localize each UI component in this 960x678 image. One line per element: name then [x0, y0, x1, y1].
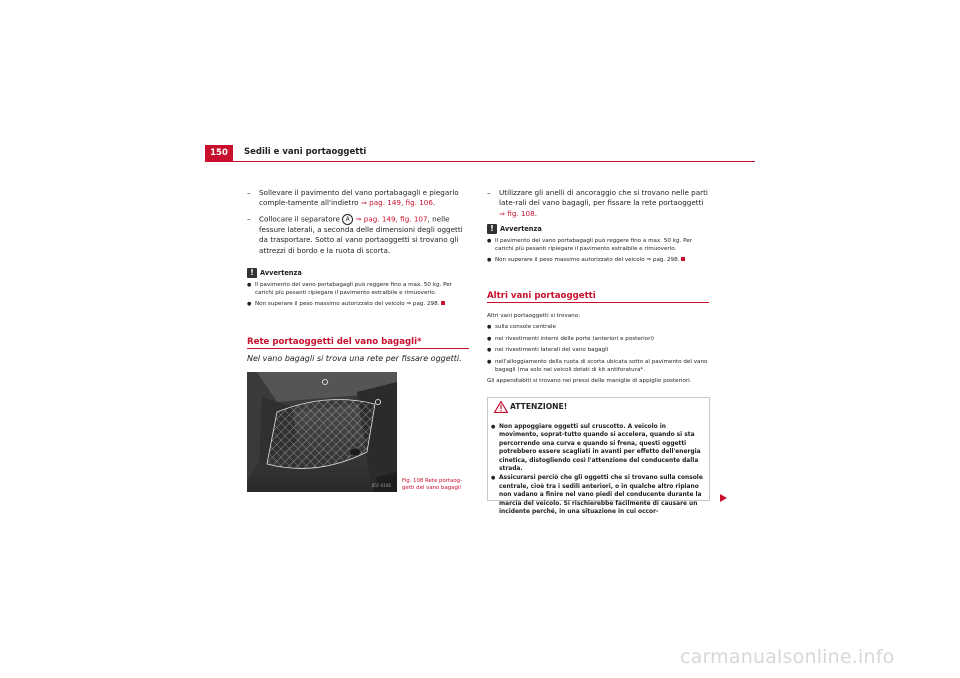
section-subtitle: Nel vano bagagli si trova una rete per fissare oggetti.: [247, 354, 462, 363]
info-note-icon: !: [487, 224, 497, 234]
storage-outro: Gli appendiabiti si trovano nei pressi delle maniglie di appiglio posteriori.: [487, 378, 692, 385]
dash-marker: –: [487, 188, 491, 197]
note-block-left: [247, 268, 469, 308]
note-list: [247, 281, 469, 308]
left-steps: [247, 188, 469, 256]
step-text: Utilizzare gli anelli di ancoraggio che si trovano nelle parti late-rali del vano bagagli, per fissare la rete portaoggetti: [499, 188, 708, 208]
page-title: Sedili e vani portaoggetti: [244, 147, 367, 157]
step-text: Sollevare il pavimento del vano portabagagli e piegarlo comple-tamente all'indietro: [259, 188, 459, 208]
warning-triangle-icon: [494, 401, 508, 413]
list-item: ● nei rivestimenti laterali del vano bagagli: [487, 346, 709, 354]
note-item-text: Non superare il peso massimo autorizzato del veicolo ⇒ pag. 298.: [255, 300, 440, 307]
end-marker-icon: [441, 301, 445, 305]
list-item: ● nei rivestimenti interni delle porte (anteriori e posteriori): [487, 335, 709, 343]
step-lift-floor: – Sollevare il pavimento del vano portabagagli e piegarlo comple-tamente all'indietro ⇒ pag. 149, fig. 106.: [247, 188, 459, 208]
warning-item: ● Assicurarsi perciò che gli oggetti che si trovano sulla console centrale, cioè tra i sedili anteriori, o in qualche altro ripiano non vadano a finire nel vano piedi del conducente durante la marcia del veicolo. Si rischierebbe facilmente di causare un incidente perché, in una situazione in cui occor-: [491, 474, 707, 516]
note-item: [487, 256, 709, 264]
section-title-net: Rete portaoggetti del vano bagagli*: [247, 337, 422, 347]
fig-106-link[interactable]: ⇒ pag. 149, fig. 106: [360, 198, 433, 208]
header-divider: [205, 161, 755, 162]
step-text-cont: , nelle fessure laterali, a seconda delle dimensioni degli oggetti da trasportare. Sotto al vano portaoggetti si trovano gli attrezzi di bordo e la ruota di scorta.: [259, 214, 463, 255]
note-header: [247, 268, 469, 278]
storage-intro: Altri vani portaoggetti si trovano:: [487, 313, 581, 319]
figure-caption: [402, 478, 462, 493]
step-separator: [247, 214, 469, 256]
list-item: ● nell'alloggiamento della ruota di scorta ubicata sotto al pavimento del vano bagagli (ma solo nei veicoli dotati di kit antiforatura*.: [487, 358, 709, 375]
note-title: Avvertenza: [260, 269, 302, 277]
step-anchor-rings: – Utilizzare gli anelli di ancoraggio che si trovano nelle parti late-rali del vano bagagli, per fissare la rete portaoggetti ⇒ fig. 108.: [487, 188, 708, 218]
list-item: ● sulla console centrale: [487, 323, 709, 331]
warning-box: [487, 397, 710, 516]
info-note-icon: !: [247, 268, 257, 278]
note-item: ● Il pavimento del vano portabagagli può reggere fino a max. 50 kg. Per carichi più pesanti ripiegare il pavimento estraibile e rimuoverlo.: [247, 281, 469, 298]
dash-marker: –: [247, 188, 251, 197]
section-divider: [247, 348, 469, 349]
caption-line: Fig. 108 Rete portaog-: [402, 478, 463, 484]
continue-arrow-icon: [720, 494, 727, 502]
note-item: ● Il pavimento del vano portabagagli può reggere fino a max. 50 kg. Per carichi più pesanti ripiegare il pavimento estraibile e rimuoverlo.: [487, 237, 709, 254]
section-divider: [487, 302, 709, 303]
right-step: [487, 188, 709, 219]
page-number: 150: [205, 145, 233, 161]
note-list: [487, 237, 709, 264]
storage-list-block: [487, 312, 709, 386]
figure-code: B5F-0166: [371, 483, 391, 488]
note-item: [247, 300, 469, 308]
note-item-text: Non superare il peso massimo autorizzato del veicolo ⇒ pag. 298.: [495, 256, 680, 263]
luggage-net-illustration: [247, 372, 397, 492]
warning-body: [491, 423, 707, 516]
note-block-right: [487, 224, 709, 264]
caption-line: getti del vano bagagli: [402, 485, 461, 492]
figure-luggage-net: [247, 372, 397, 492]
warning-title: ATTENZIONE!: [510, 402, 568, 411]
fig-107-link[interactable]: ⇒ pag. 149, fig. 107: [355, 214, 428, 224]
end-marker-icon: [681, 257, 685, 261]
note-title: Avvertenza: [500, 225, 542, 233]
step-text: Collocare il separatore: [259, 214, 343, 224]
dash-marker: –: [247, 213, 251, 223]
section-title-other-storage: Altri vani portaoggetti: [487, 291, 596, 301]
callout-a-badge: A: [342, 214, 353, 225]
note-header: [487, 224, 709, 234]
fig-108-link[interactable]: ⇒ fig. 108: [499, 208, 535, 218]
watermark-text: carmanualsonline.info: [680, 646, 895, 668]
warning-item: ● Non appoggiare oggetti sul cruscotto. A veicolo in movimento, soprat-tutto quando si accelera, quando si sta percorrendo una curva e quando si frena, questi oggetti potrebbero essere scagliati in avanti per effetto dell'energia cinetica, distogliendo così l'attenzione del conducente dalla strada.: [491, 423, 707, 473]
